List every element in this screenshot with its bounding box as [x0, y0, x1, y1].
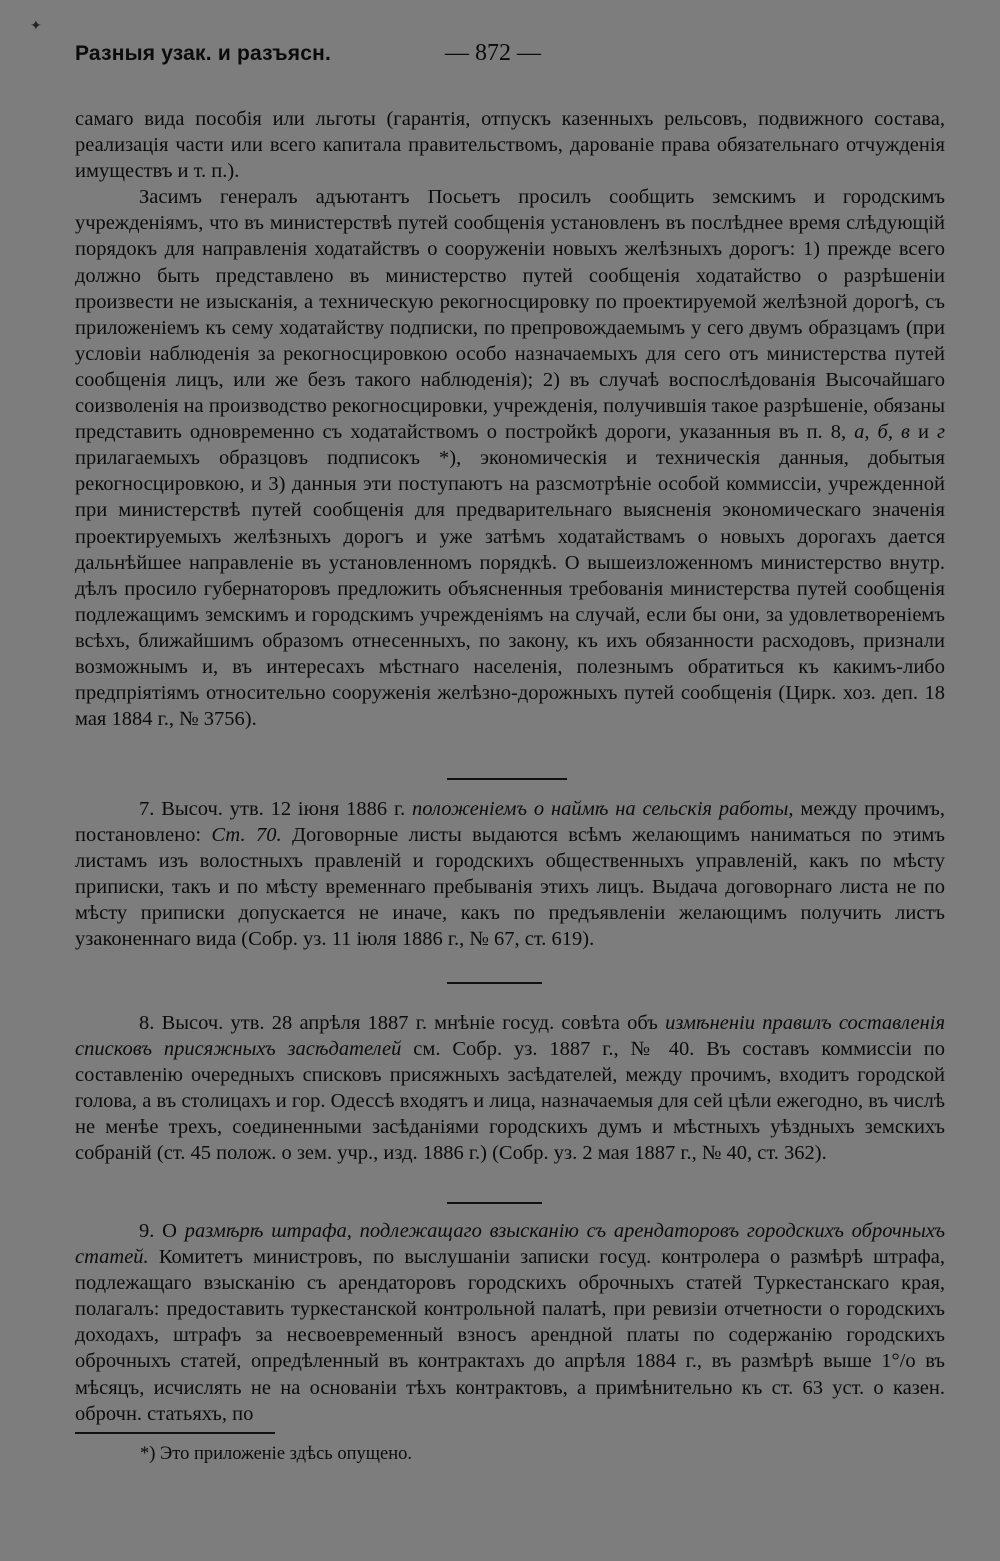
section-divider — [447, 982, 542, 984]
page-number: — 872 — — [445, 40, 541, 66]
item-7 — [75, 796, 945, 953]
item-7-title: положеніемъ о наймѣ на сельскія работы, — [412, 798, 794, 820]
section-divider — [447, 778, 567, 780]
running-title: Разныя узак. и разъясн. — [75, 42, 332, 65]
footnote-rule — [75, 1432, 275, 1434]
letter-ref-g: г — [937, 421, 946, 444]
item-8-paragraph: 8. Высоч. утв. 28 апрѣля 1887 г. мнѣніе госуд. совѣта объ измѣненіи правилъ составленія списковъ присяжныхъ засѣдателей см. Собр. уз. 1887 г., № 40. Въ составъ коммиссіи по составленію очередныхъ списковъ присяжныхъ засѣдателей, между прочимъ, входитъ городской голова, а въ столицахъ и гор. Одессѣ входятъ и лица, назначаемыя для сей цѣли ежегодно, въ числѣ не менѣе трехъ, соединенными засѣданіями городскихъ думъ и мѣстныхъ уѣздныхъ земскихъ собраній (ст. 45 полож. о зем. учр., изд. 1886 г.) (Собр. уз. 2 мая 1887 г., № 40, ст. 362). — [75, 1012, 945, 1165]
item-7-paragraph: 7. Высоч. утв. 12 іюня 1886 г. положеніемъ о наймѣ на сельскія работы, между прочимъ, постановлено: Ст. 70. Договорные листы выдаются всѣмъ желающимъ наниматься по этимъ листамъ изъ волостныхъ правленій и городскихъ общественныхъ управленій, какъ по мѣсту приписки, такъ и по мѣсту временнаго пребыванія этихъ лицъ. Выдача договорнаго листа не по мѣсту приписки допускается не иначе, какъ по предъявленіи желающимъ получить листъ узаконеннаго вида (Собр. уз. 11 іюля 1886 г., № 67, ст. 619). — [75, 798, 946, 951]
body-block-1 — [75, 106, 945, 732]
item-9 — [75, 1218, 945, 1427]
posyet-text-part1: Засимъ генералъ адъютантъ Посьетъ просилъ сообщить земскимъ и городскимъ учрежденіямъ, что въ министерствѣ путей сообщенія установленъ въ послѣднее время слѣдующій порядокъ для направленія ходатайствъ о сооруженіи новыхъ желѣзныхъ дорогъ: 1) прежде всего должно быть представлено въ министерство путей сообщенія ходатайство о разрѣшеніи произвести не изысканія, а техническую рекогносцировку по проектируемой желѣзной дорогѣ, съ приложеніемъ къ сему ходатайству подписки, по препровождаемымъ у сего двумъ образцамъ (при условіи наблюденія за рекогносцировкою особо назначаемыхъ для сего отъ министерства путей сообщенія лицъ, или же безъ такого наблюденія); 2) въ случаѣ воспослѣдованія Высочайшаго соизволенія на производство рекогносцировки, учрежденія, получившія такое разрѣшеніе, обязаны представить одновременно съ ходатайствомъ о постройкѣ дороги, указанныя въ п. 8, — [75, 186, 945, 444]
item-8 — [75, 1010, 945, 1167]
letter-refs: а, б, в — [854, 421, 910, 444]
posyet-paragraph: Засимъ генералъ адъютантъ Посьетъ просилъ сообщить земскимъ и городскимъ учрежденіямъ, что въ министерствѣ путей сообщенія установленъ въ послѣднее время слѣдующій порядокъ для направленія ходатайствъ о сооруженіи новыхъ желѣзныхъ дорогъ: 1) прежде всего должно быть представлено въ министерство путей сообщенія ходатайство о разрѣшеніи произвести не изысканія, а техническую рекогносцировку по проектируемой желѣзной дорогѣ, съ приложеніемъ къ сему ходатайству подписки, по препровождаемымъ у сего двумъ образцамъ (при условіи наблюденія за рекогносцировкою особо назначаемыхъ для сего отъ министерства путей сообщенія лицъ, или же безъ такого наблюденія); 2) въ случаѣ воспослѣдованія Высочайшаго соизволенія на производство рекогносцировки, учрежденія, получившія такое разрѣшеніе, обязаны представить одновременно съ ходатайствомъ о постройкѣ дороги, указанныя въ п. 8, а, б, в и г прилагаемыхъ образцовъ подписокъ *), экономическія и техническія данныя, добытыя рекогносцировкою, и 3) данныя эти поступаютъ на разсмотрѣніе особой коммиссіи, учрежденной при министерствѣ путей сообщенія для предварительнаго выясненія экономическаго значенія проектируемыхъ желѣзныхъ дорогъ и уже затѣмъ ходатайствамъ о новыхъ дорогахъ дается дальнѣйшее направленіе въ установленномъ порядкѣ. О вышеизложенномъ министерство внутр. дѣлъ просило губернаторовъ предложить объясненныя требованія министерства путей сообщенія подлежащимъ земскимъ и городскимъ учрежденіямъ на случай, если бы они, за удовлетвореніемъ всѣхъ, ближайшимъ образомъ отнесенныхъ, по закону, къ ихъ обязанности расходовъ, признали возможнымъ и, въ интересахъ мѣстнаго населенія, полезнымъ обратиться къ какимъ-либо предпріятіямъ относительно сооруженія желѣзно-дорожныхъ путей сообщенія (Цирк. хоз. деп. 18 мая 1884 г., № 3756). — [75, 186, 946, 731]
item-8-title: измѣненіи правилъ составленія списковъ присяжныхъ засѣдателей — [75, 1012, 945, 1061]
posyet-text-part2: прилагаемыхъ образцовъ подписокъ *), экономическія и техническія данныя, добытыя рекогносцировкою, и 3) данныя эти поступаютъ на разсмотрѣніе особой коммиссіи, учрежденной при министерствѣ путей сообщенія для предварительнаго выясненія экономическаго значенія проектируемыхъ желѣзныхъ дорогъ и уже затѣмъ ходатайствамъ о новыхъ дорогахъ дается дальнѣйшее направленіе въ установленномъ порядкѣ. О вышеизложенномъ министерство внутр. дѣлъ просило губернаторовъ предложить объясненныя требованія министерства путей сообщенія подлежащимъ земскимъ и городскимъ учрежденіямъ на случай, если бы они, за удовлетвореніемъ всѣхъ, ближайшимъ образомъ отнесенныхъ, по закону, къ ихъ обязанности расходовъ, признали возможнымъ и, въ интересахъ мѣстнаго населенія, полезнымъ обратиться къ какимъ-либо предпріятіямъ относительно сооруженія желѣзно-дорожныхъ путей сообщенія (Цирк. хоз. деп. 18 мая 1884 г., № 3756). — [75, 447, 945, 731]
continuation-paragraph: самаго вида пособія или льготы (гарантія, отпускъ казенныхъ рельсовъ, подвижного состава, реализація части или всего капитала правительствомъ, дарованіе права обязательнаго отчужденія имуществъ и т. п.). — [75, 108, 945, 183]
print-speck: ✦ — [30, 19, 42, 34]
section-divider — [447, 1202, 542, 1204]
item-9-title: размѣрѣ штрафа, подлежащаго взысканію съ арендаторовъ городскихъ оброчныхъ статей. — [75, 1220, 946, 1269]
item-7-article: Ст. 70. — [211, 824, 282, 847]
footnote: *) Это приложеніе здѣсь опущено. — [140, 1444, 412, 1464]
item-9-paragraph: 9. О размѣрѣ штрафа, подлежащаго взысканію съ арендаторовъ городскихъ оброчныхъ статей. Комитетъ министровъ, по выслушаніи записки госуд. контролера о размѣрѣ штрафа, подлежащаго взысканію съ арендаторовъ городскихъ оброчныхъ статей Туркестанскаго края, полагалъ: предоставить туркестанской контрольной палатѣ, при ревизіи отчетности о городскихъ доходахъ, штрафъ за несвоевременный взносъ арендной платы по содержанію городскихъ оброчныхъ статей, опредѣленный въ контрактахъ до апрѣля 1884 г., въ размѣрѣ выше 1°/о въ мѣсяцъ, исчислять не на основаніи тѣхъ контрактовъ, а примѣнительно къ ст. 63 уст. о казен. оброчн. статьяхъ, по — [75, 1220, 946, 1425]
